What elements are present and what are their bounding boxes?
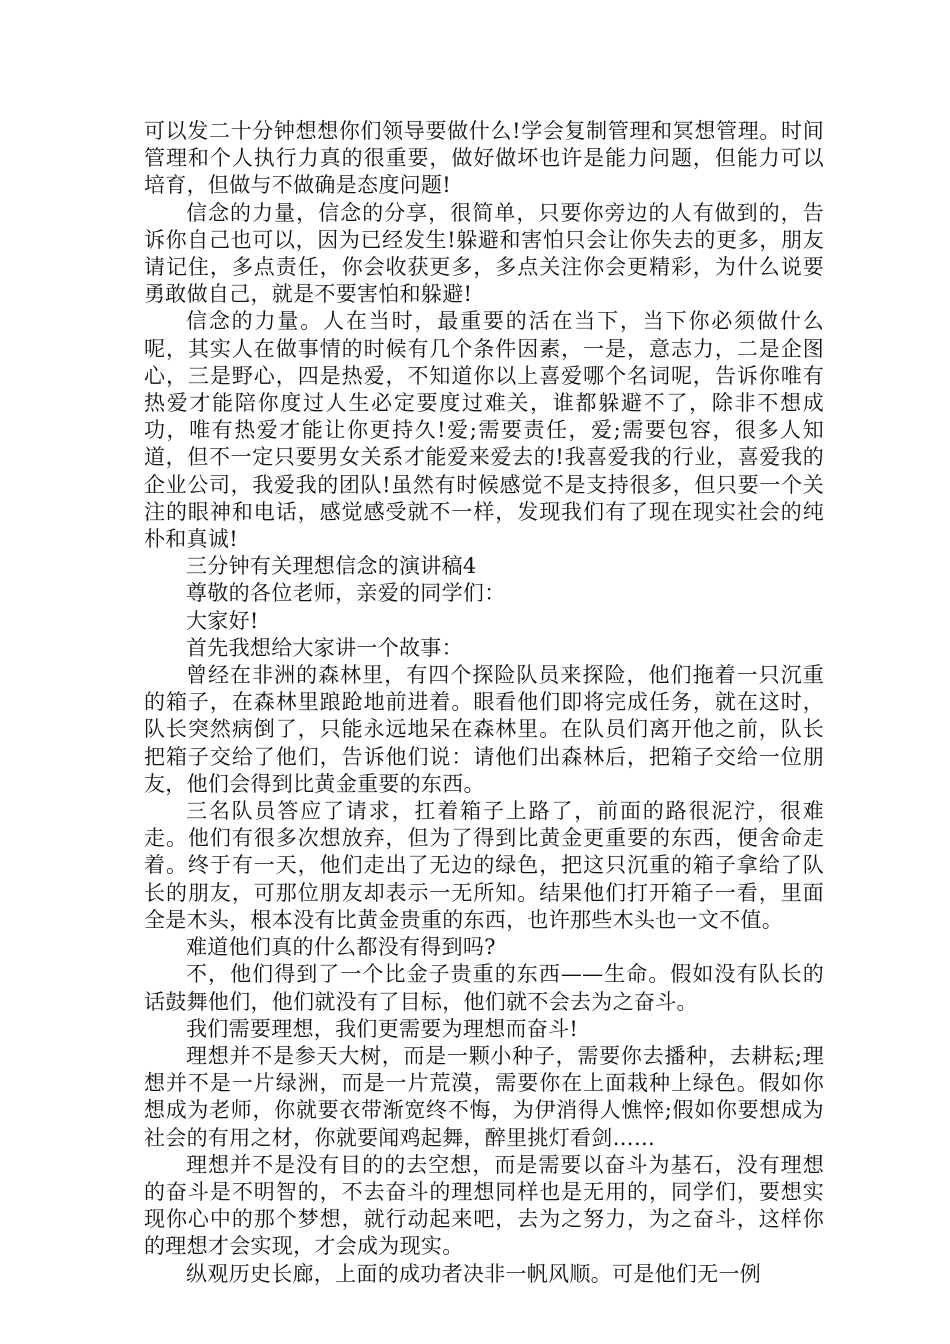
paragraph: 理想并不是没有目的的去空想，而是需要以奋斗为基石，没有理想的奋斗是不明智的，不去奋斗的理想同样也是无用的，同学们，要想实现你心中的那个梦想，就行动起来吧，去为之努力，为之奋斗，这样你的理想才会实现，才会成为现实。 <box>144 1152 824 1259</box>
document-body <box>144 118 824 1288</box>
paragraph: 理想并不是参天大树，而是一颗小种子，需要你去播种，去耕耘;理想并不是一片绿洲，而是一片荒漠，需要你在上面栽种上绿色。假如你想成为老师，你就要衣带渐宽终不悔，为伊消得人憔悴;假如你要想成为社会的有用之材，你就要闻鸡起舞，醉里挑灯看剑…… <box>144 1043 824 1150</box>
paragraph: 难道他们真的什么都没有得到吗? <box>186 935 496 960</box>
paragraph: 三名队员答应了请求，扛着箱子上路了，前面的路很泥泞，很难走。他们有很多次想放弃，但为了得到比黄金更重要的东西，便舍命走着。终于有一天，他们走出了无边的绿色，把这只沉重的箱子拿给了队长的朋友，可那位朋友却表示一无所知。结果他们打开箱子一看，里面全是木头，根本没有比黄金贵重的东西，也许那些木头也一文不值。 <box>144 799 824 932</box>
salutation: 尊敬的各位老师，亲爱的同学们： <box>186 581 506 606</box>
paragraph: 曾经在非洲的森林里，有四个探险队员来探险，他们拖着一只沉重的箱子，在森林里踉跄地前进着。眼看他们即将完成任务，就在这时，队长突然病倒了，只能永远地呆在森林里。在队员们离开他之前，队长把箱子交给了他们，告诉他们说：请他们出森林后，把箱子交给一位朋友，他们会得到比黄金重要的东西。 <box>144 663 824 796</box>
paragraph: 信念的力量。人在当时，最重要的活在当下，当下你必须做什么呢，其实人在做事情的时候有几个条件因素，一是，意志力，二是企图心，三是野心，四是热爱，不知道你以上喜爱哪个名词呢，告诉你唯有热爱才能陪你度过人生必定要度过难关，谁都躲避不了，除非不想成功，唯有热爱才能让你更持久!爱;需要责任，爱;需要包容，很多人知道，但不一定只要男女关系才能爱来爱去的!我喜爱我的行业，喜爱我的企业公司，我爱我的团队!虽然有时候感觉不是支持很多，但只要一个关注的眼神和电话，感觉感受就不一样，发现我们有了现在现实社会的纯朴和真诚! <box>144 309 824 552</box>
section-title: 三分钟有关理想信念的演讲稿4 <box>186 554 477 579</box>
paragraph-truncated: 纵观历史长廊，上面的成功者决非一帆风顺。可是他们无一例 <box>186 1261 762 1286</box>
paragraph: 信念的力量，信念的分享，很简单，只要你旁边的人有做到的，告诉你自己也可以，因为已经发生!躲避和害怕只会让你失去的更多，朋友请记住，多点责任，你会收获更多，多点关注你会更精彩，为什么说要勇敢做自己，就是不要害怕和躲避! <box>144 200 824 307</box>
greeting: 大家好! <box>186 608 259 633</box>
paragraph: 我们需要理想，我们更需要为理想而奋斗! <box>186 1016 579 1041</box>
paragraph-continuation: 可以发二十分钟想想你们领导要做什么!学会复制管理和冥想管理。时间管理和个人执行力真的很重要，做好做坏也许是能力问题，但能力可以培育，但做与不做确是态度问题! <box>144 119 824 198</box>
paragraph: 不，他们得到了一个比金子贵重的东西——生命。假如没有队长的话鼓舞他们，他们就没有了目标，他们就不会去为之奋斗。 <box>144 962 824 1014</box>
paragraph: 首先我想给大家讲一个故事： <box>186 635 463 660</box>
